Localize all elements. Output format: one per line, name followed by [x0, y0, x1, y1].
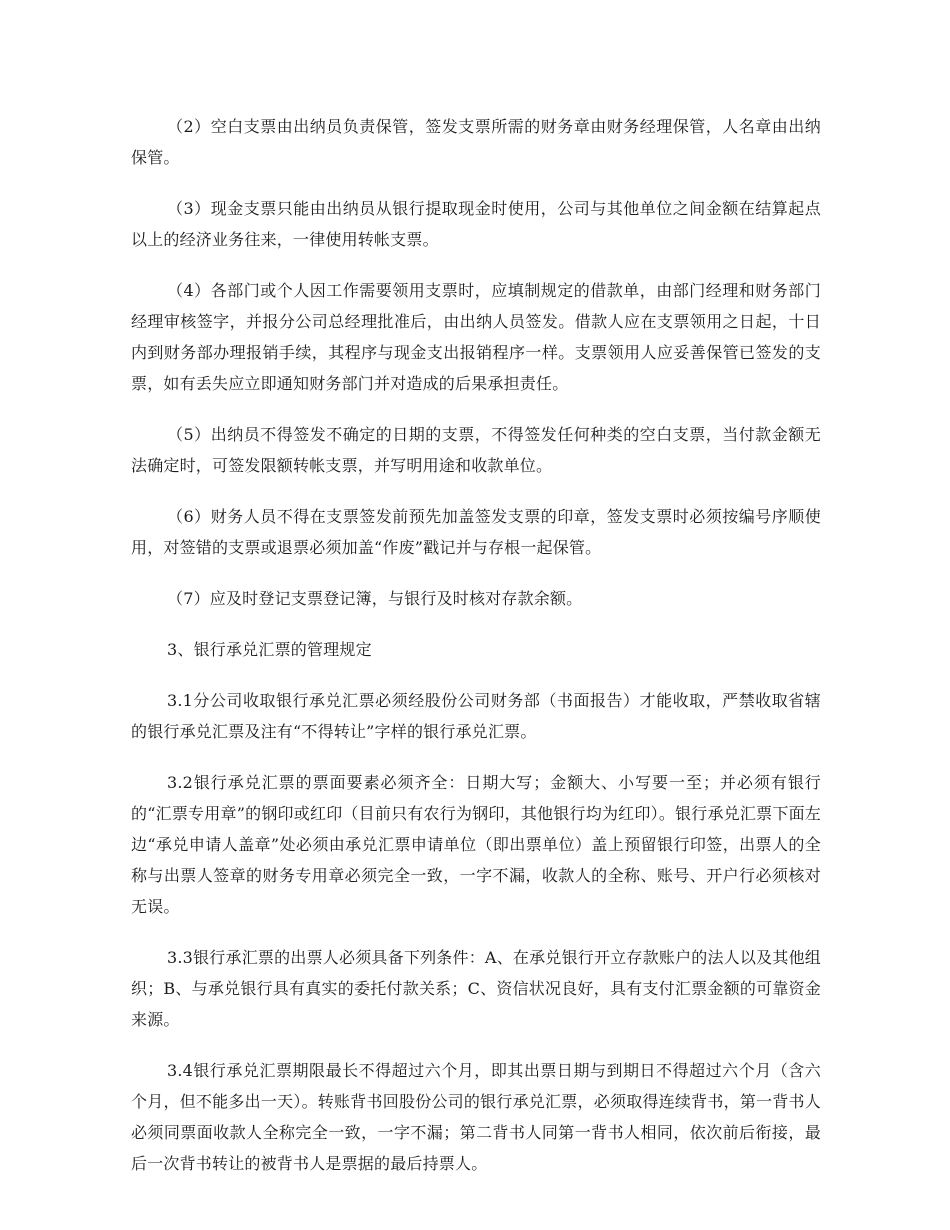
section-heading-bank-acceptance: 3、银行承兑汇票的管理规定 [167, 640, 372, 659]
paragraph-check-requisition: （4）各部门或个人因工作需要领用支票时，应填制规定的借款单，由部门经理和财务部门经理审核签字，并报分公司总经理批准后，由出纳人员签发。借款人应在支票领用之日起，十日内到财务部办理报销手续，其程序与现金支出报销程序一样。支票领用人应妥善保管已签发的支票，如有丢失应立即通知财务部门并对造成的后果承担责任。 [131, 281, 821, 393]
paragraph-blank-check-custody: （2）空白支票由出纳员负责保管，签发支票所需的财务章由财务经理保管，人名章由出纳保管。 [131, 117, 821, 167]
paragraph-check-seal-rules: （6）财务人员不得在支票签发前预先加盖签发支票的印章，签发支票时必须按编号序顺使用，对签错的支票或退票必须加盖“作废”戳记并与存根一起保管。 [131, 507, 821, 557]
paragraph-check-date-rules: （5）出纳员不得签发不确定的日期的支票，不得签发任何种类的空白支票，当付款金额无法确定时，可签发限额转帐支票，并写明用途和收款单位。 [131, 425, 821, 475]
paragraph-3-3: 3.3银行承汇票的出票人必须具备下列条件：A、在承兑银行开立存款账户的法人以及其他组织；B、与承兑银行具有真实的委托付款关系；C、资信状况良好，具有支付汇票金额的可靠资金来源。 [131, 948, 821, 1029]
paragraph-3-1: 3.1分公司收取银行承兑汇票必须经股份公司财务部（书面报告）才能收取，严禁收取省辖的银行承兑汇票及注有“不得转让”字样的银行承兑汇票。 [131, 691, 821, 741]
paragraph-check-register: （7）应及时登记支票登记簿，与银行及时核对存款余额。 [167, 589, 583, 608]
document-page [131, 111, 821, 1199]
paragraph-cash-check-usage: （3）现金支票只能由出纳员从银行提取现金时使用，公司与其他单位之间金额在结算起点以上的经济业务往来，一律使用转帐支票。 [131, 199, 821, 249]
paragraph-3-2: 3.2银行承兑汇票的票面要素必须齐全：日期大写；金额大、小写要一至；并必须有银行的“汇票专用章”的钢印或红印（目前只有农行为钢印，其他银行均为红印）。银行承兑汇票下面左边“承兑申请人盖章”处必须由承兑汇票申请单位（即出票单位）盖上预留银行印签，出票人的全称与出票人签章的财务专用章必须完全一致，一字不漏，收款人的全称、账号、开户行必须核对无误。 [131, 773, 821, 916]
paragraph-3-4: 3.4银行承兑汇票期限最长不得超过六个月，即其出票日期与到期日不得超过六个月（含六个月，但不能多出一天）。转账背书回股份公司的银行承兑汇票，必须取得连续背书，第一背书人必须同票面收款人全称完全一致，一字不漏；第二背书人同第一背书人相同，依次前后衔接，最后一次背书转让的被背书人是票据的最后持票人。 [131, 1061, 821, 1173]
